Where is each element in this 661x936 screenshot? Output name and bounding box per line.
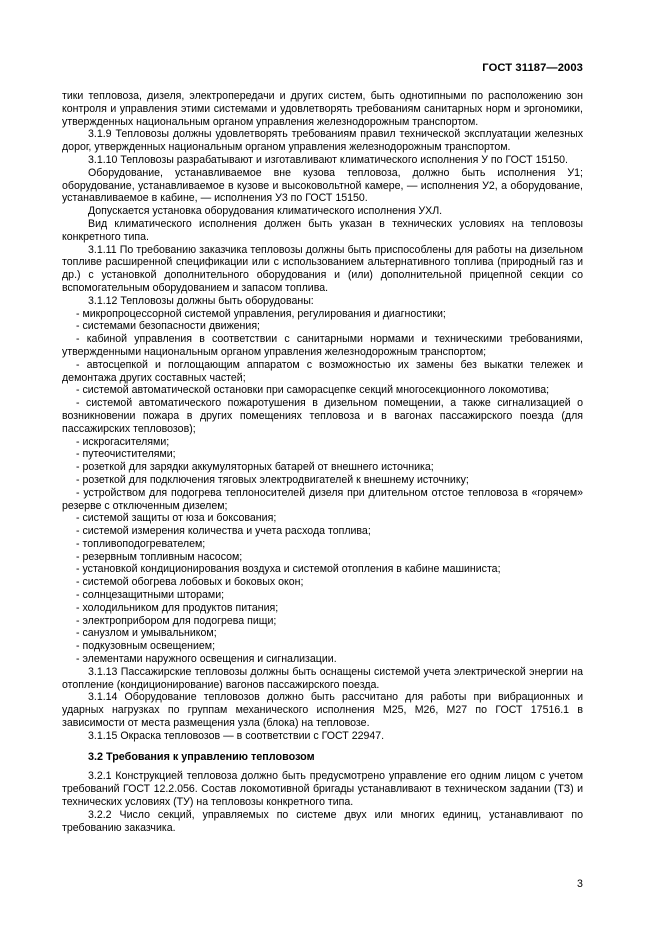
list-item: - подкузовным освещением; (76, 640, 216, 653)
paragraph: Вид климатического исполнения должен быть указан в технических условиях на тепловозы конкретного типа. (62, 217, 583, 243)
paragraph: 3.1.11 По требованию заказчика тепловозы должны быть приспособлены для работы на дизельном топливе расширенной спецификации или с использованием альтернативного топлива (природный газ и др.) с установкой дополнительного оборудования и (или) дополнительной прицепной секции со вспомогательным оборудованием и запасом топлива. (62, 243, 583, 294)
paragraph: Допускается установка оборудования климатического исполнения УХЛ. (88, 205, 443, 218)
list-item: - резервным топливным насосом; (76, 550, 243, 563)
list-item: - холодильником для продуктов питания; (76, 601, 279, 614)
paragraph: 3.2.2 Число секций, управляемых по системе двух или многих единиц, устанавливают по требованию заказчика. (62, 808, 583, 834)
paragraph: 3.2.1 Конструкцией тепловоза должно быть предусмотрено управление его одним лицом с учетом требований ГОСТ 12.2.056. Состав локомотивной бригады устанавливают в техническом задании (ТЗ) и технических условиях (ТУ) на тепловозы конкретного типа. (62, 770, 583, 809)
list-item: - системой измерения количества и учета расхода топлива; (76, 525, 371, 538)
list-item: - санузлом и умывальником; (76, 627, 217, 640)
paragraph: 3.1.12 Тепловозы должны быть оборудованы: (88, 294, 314, 307)
paragraph-continuation: тики тепловоза, дизеля, электропередачи и других систем, быть однотипными по расположению зон контроля и управления этими системами и удовлетворять требованиям санитарных норм и эргономики, утвержденных национальным органом управления железнодорожным транспортом. (62, 90, 583, 128)
paragraph: Оборудование, устанавливаемое вне кузова тепловоза, должно быть исполнения У1; оборудование, устанавливаемое в кузове и высоковольтной камере, — исполнения У2, а оборудование, устанавливаемое в кабине, — исполнения У3 по ГОСТ 15150. (62, 166, 583, 205)
list-item: - розеткой для подключения тяговых электродвигателей к внешнему источнику; (76, 473, 469, 486)
list-item: - путеочистителями; (76, 448, 176, 461)
list-item: - электроприбором для подогрева пищи; (76, 614, 277, 627)
section-heading: 3.2 Требования к управлению тепловозом (88, 750, 315, 763)
paragraph: 3.1.15 Окраска тепловозов — в соответствии с ГОСТ 22947. (88, 729, 385, 742)
paragraph: 3.1.10 Тепловозы разрабатывают и изготавливают климатического исполнения У по ГОСТ 15150. (88, 153, 569, 166)
list-item: - микропроцессорной системой управления, регулирования и диагностики; (76, 307, 446, 320)
page-number: 3 (577, 878, 583, 890)
list-item: - искрогасителями; (76, 435, 170, 448)
list-item: - розеткой для зарядки аккумуляторных батарей от внешнего источника; (76, 461, 434, 474)
list-item: - устройством для подогрева теплоносителей дизеля при длительном отстое тепловоза в «горячем» резерве с отключенным дизелем; (62, 486, 583, 512)
list-item: - системой защиты от юза и боксования; (76, 512, 277, 525)
list-item: - элементами наружного освещения и сигнализации. (76, 653, 337, 666)
paragraph: 3.1.9 Тепловозы должны удовлетворять требованиям правил технической эксплуатации железных дорог, утвержденных национальным органом управления железнодорожным транспортом. (62, 128, 583, 154)
list-item: - системой автоматического пожаротушения в дизельном помещении, а также сигнализацией о возникновении пожара в других помещениях тепловоза и в вагонах пассажирского поезда (для пассажирских тепловозов); (62, 397, 583, 435)
list-item: - системой обогрева лобовых и боковых окон; (76, 576, 304, 589)
paragraph: 3.1.13 Пассажирские тепловозы должны быть оснащены системой учета электрической энергии на отопление (кондиционирование) вагонов пассажирского поезда. (62, 665, 583, 691)
list-item: - автосцепкой и поглощающим аппаратом с возможностью их замены без выкатки тележек и демонтажа других составных частей; (62, 358, 583, 384)
list-item: - установкой кондиционирования воздуха и системой отопления в кабине машиниста; (76, 563, 501, 576)
list-item: - системами безопасности движения; (76, 320, 260, 333)
standard-header: ГОСТ 31187—2003 (482, 62, 583, 74)
list-item: - кабиной управления в соответствии с санитарными нормами и техническими требованиями, утвержденными национальным органом управления железнодорожным транспортом; (62, 333, 583, 358)
list-item: - солнцезащитными шторами; (76, 589, 225, 602)
document-body (62, 90, 583, 834)
list-item: - топливоподогревателем; (76, 537, 206, 550)
list-item: - системой автоматической остановки при саморасцепке секций многосекционного локомотива; (76, 384, 550, 397)
paragraph: 3.1.14 Оборудование тепловозов должно быть рассчитано для работы при вибрационных и ударных нагрузках по группам механического исполнения М25, М26, М27 по ГОСТ 17516.1 в зависимости от места размещения узла (блока) на тепловозе. (62, 691, 583, 730)
